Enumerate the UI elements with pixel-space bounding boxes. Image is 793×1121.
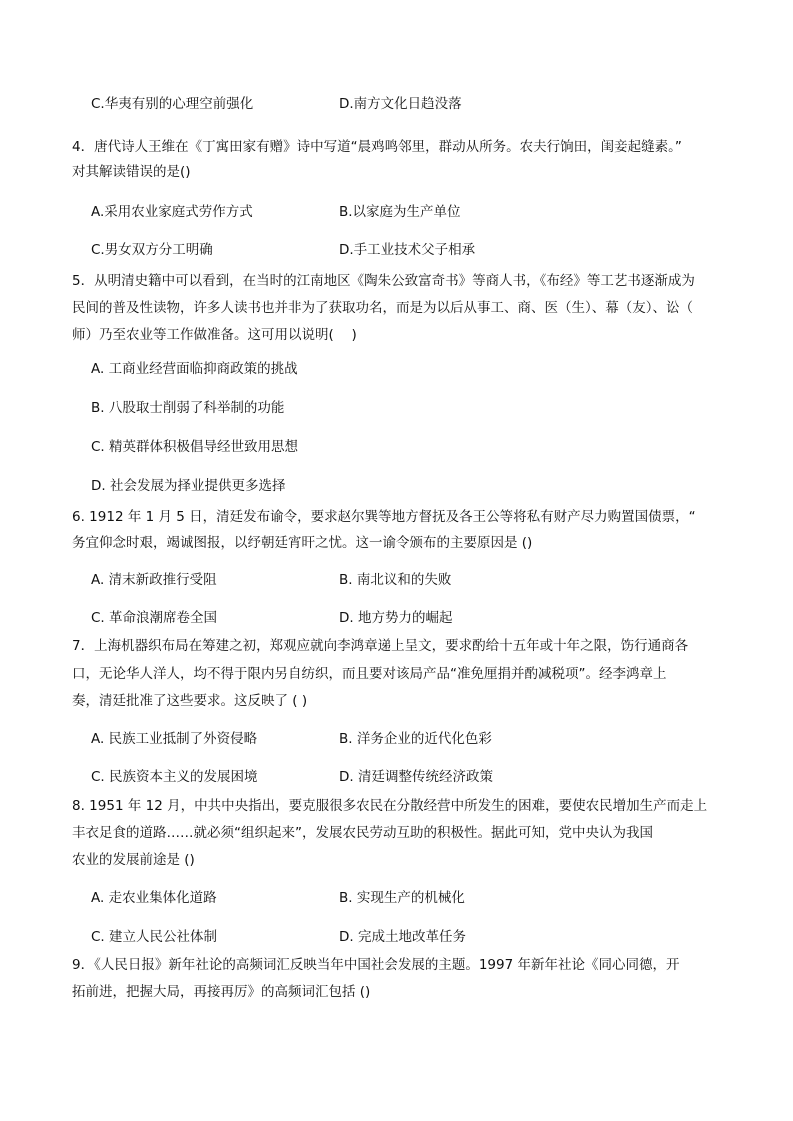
q4-option-c: C.男女双方分工明确 (91, 242, 213, 258)
q5-stem-line-3: 师）乃至农业等工作做准备。这可用以说明( ) (72, 327, 357, 343)
q6-option-c: C. 革命浪潮席卷全国 (91, 610, 218, 626)
q7-option-d: D. 清廷调整传统经济政策 (339, 769, 493, 785)
q4-stem-line-1: 4．唐代诗人王维在《丁寓田家有赠》诗中写道“晨鸡鸣邻里，群动从所务。农夫行饷田，闺妾起缝素。” (72, 139, 682, 155)
q6-option-d: D. 地方势力的崛起 (339, 610, 453, 626)
q8-option-b: B. 实现生产的机械化 (339, 890, 465, 906)
q7-stem-line-3: 奏，清廷批准了这些要求。这反映了 ( ) (72, 693, 308, 709)
q7-option-b: B. 洋务企业的近代化色彩 (339, 731, 492, 747)
q5-stem-line-1: 5．从明清史籍中可以看到，在当时的江南地区《陶朱公致富奇书》等商人书，《布经》等工艺书逐渐成为 (72, 273, 695, 289)
q8-option-d: D. 完成土地改革任务 (339, 929, 466, 945)
q4-option-d: D.手工业技术父子相承 (339, 242, 476, 258)
q5-option-b: B. 八股取士削弱了科举制的功能 (91, 400, 285, 416)
q3-option-d: D.南方文化日趋没落 (339, 96, 462, 112)
q8-stem-line-1: 8. 1951 年 12 月，中共中央指出，要克服很多农民在分散经营中所发生的困难，要使农民增加生产而走上 (72, 798, 708, 814)
q9-stem-line-1: 9．《人民日报》新年社论的高频词汇反映当年中国社会发展的主题。1997 年新年社论《同心同德，开 (72, 957, 680, 973)
q8-stem-line-3: 农业的发展前途是 () (72, 852, 195, 868)
q6-option-a: A. 清末新政推行受阻 (91, 572, 217, 588)
q4-option-a: A.采用农业家庭式劳作方式 (91, 204, 253, 220)
q4-stem-line-2: 对其解读错误的是() (72, 164, 191, 180)
q8-stem-line-2: 丰衣足食的道路……就必须“组织起来”，发展农民劳动互助的积极性。据此可知，党中央认为我国 (72, 825, 653, 841)
q5-stem-line-2: 民间的普及性读物，许多人读书也并非为了获取功名，而是为以后从事工、商、医（生）、幕（友）、讼（ (72, 300, 693, 316)
q9-stem-line-2: 拓前进，把握大局，再接再厉》的高频词汇包括 () (72, 984, 371, 1000)
q4-option-b: B.以家庭为生产单位 (339, 204, 461, 220)
q5-option-d: D. 社会发展为择业提供更多选择 (91, 478, 286, 494)
q5-option-c: C. 精英群体积极倡导经世致用思想 (91, 439, 299, 455)
q6-stem-line-2: 务宜仰念时艰，竭诚图报，以纾朝廷宵旰之忧。这一谕令颁布的主要原因是 () (72, 535, 533, 551)
q3-option-c: C.华夷有别的心理空前强化 (91, 96, 254, 112)
q5-option-a: A. 工商业经营面临抑商政策的挑战 (91, 361, 298, 377)
q8-option-a: A. 走农业集体化道路 (91, 890, 217, 906)
q8-option-c: C. 建立人民公社体制 (91, 929, 218, 945)
q7-option-a: A. 民族工业抵制了外资侵略 (91, 731, 258, 747)
q7-option-c: C. 民族资本主义的发展困境 (91, 769, 258, 785)
q6-option-b: B. 南北议和的失败 (339, 572, 452, 588)
q7-stem-line-2: 口，无论华人洋人，均不得于限内另自纺织，而且要对该局产品“准免厘捐并酌减税项”。经李鸿章上 (72, 666, 667, 682)
q7-stem-line-1: 7．上海机器织布局在筹建之初，郑观应就向李鸿章递上呈文，要求酌给十五年或十年之限，饬行通商各 (72, 638, 689, 654)
q6-stem-line-1: 6. 1912 年 1 月 5 日，清廷发布谕令，要求赵尔巽等地方督抚及各王公等将私有财产尽力购置国债票，“ (72, 509, 696, 525)
